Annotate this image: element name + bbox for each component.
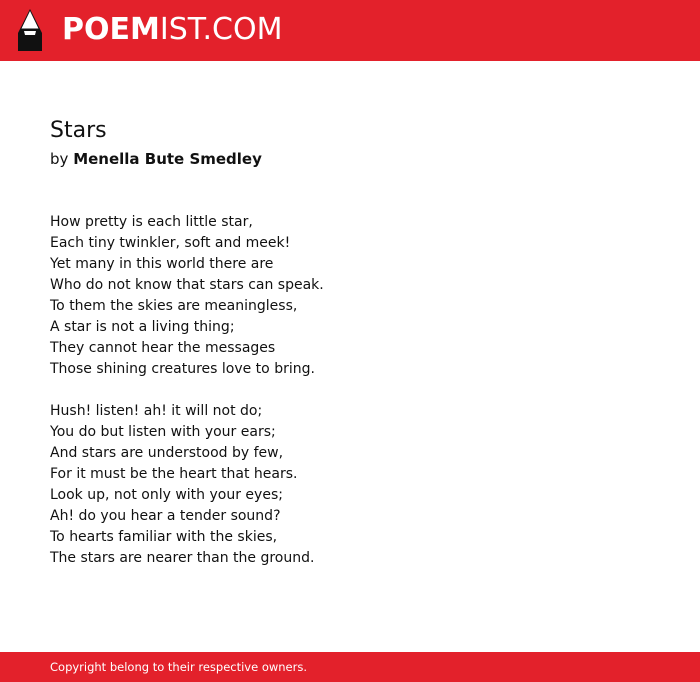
- site-header: [0, 0, 700, 61]
- site-logo[interactable]: [62, 12, 282, 48]
- by-label: by: [50, 150, 69, 168]
- poem-line: Who do not know that stars can speak.: [50, 277, 324, 293]
- logo-bold-text: POEM: [62, 12, 160, 47]
- poem-content: [50, 116, 650, 590]
- poem-line: They cannot hear the messages: [50, 340, 276, 356]
- poem-line: You do but listen with your ears;: [50, 424, 276, 440]
- poem-line: Those shining creatures love to bring.: [50, 361, 315, 377]
- poem-stanza-2: [50, 401, 650, 569]
- poem-line: The stars are nearer than the ground.: [50, 550, 315, 566]
- poem-line: How pretty is each little star,: [50, 214, 253, 230]
- site-footer: [0, 652, 700, 682]
- poem-line: And stars are understood by few,: [50, 445, 284, 461]
- poem-title: Stars: [50, 118, 107, 143]
- poem-line: Look up, not only with your eyes;: [50, 487, 283, 503]
- poem-author[interactable]: Menella Bute Smedley: [73, 150, 262, 168]
- poem-line: Each tiny twinkler, soft and meek!: [50, 235, 291, 251]
- logo-light-text: IST.COM: [159, 12, 283, 47]
- poem-line: To them the skies are meaningless,: [50, 298, 298, 314]
- poem-line: Ah! do you hear a tender sound?: [50, 508, 281, 524]
- poem-line: To hearts familiar with the skies,: [50, 529, 278, 545]
- poem-stanza-1: [50, 212, 650, 380]
- poem-line: A star is not a living thing;: [50, 319, 235, 335]
- copyright-text: Copyright belong to their respective owners.: [50, 660, 308, 674]
- poem-line: Hush! listen! ah! it will not do;: [50, 403, 263, 419]
- poem-line: Yet many in this world there are: [50, 256, 274, 272]
- poem-body: [50, 212, 650, 569]
- pencil-tip-icon[interactable]: [17, 9, 43, 51]
- poem-line: For it must be the heart that hears.: [50, 466, 298, 482]
- poem-byline: [50, 149, 650, 169]
